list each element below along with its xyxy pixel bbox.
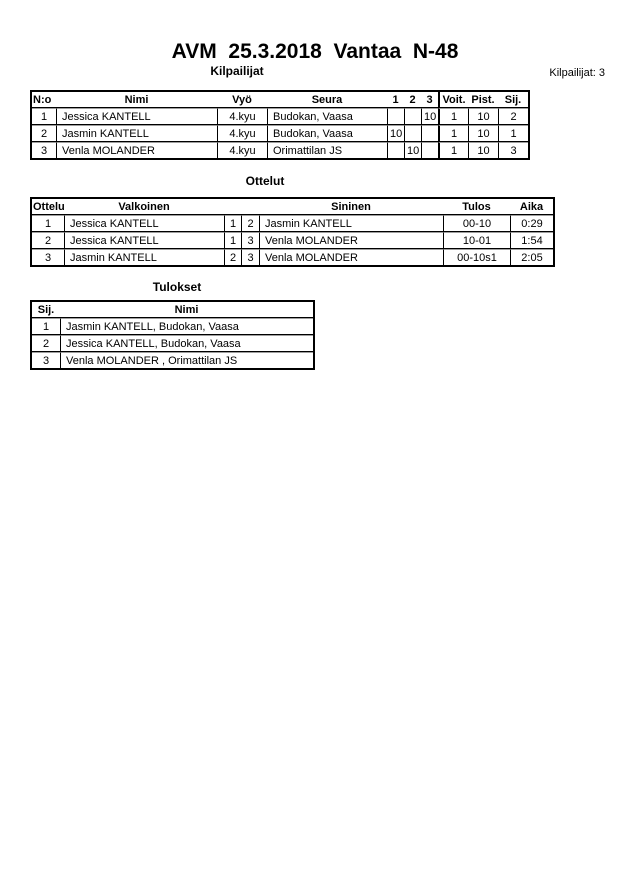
cell-points: 10: [468, 142, 498, 158]
result-row: [32, 335, 313, 352]
cell-result: 00-10s1: [443, 249, 510, 265]
cell-club: Budokan, Vaasa: [267, 108, 387, 125]
cell-result: 00-10: [443, 215, 510, 232]
cell-round3: 10: [421, 108, 438, 125]
cell-round1: 10: [387, 125, 404, 142]
matches-table: [30, 197, 555, 267]
results-header-row: [32, 302, 313, 318]
cell-belt: 4.kyu: [217, 142, 267, 158]
col-header-result: Tulos: [443, 199, 510, 215]
cell-round3: [421, 125, 438, 142]
match-row: [32, 249, 553, 265]
cell-place: 3: [498, 142, 528, 158]
cell-name: Jasmin KANTELL: [56, 125, 217, 142]
col-header-white: Valkoinen: [64, 199, 224, 215]
cell-round2: [404, 108, 421, 125]
col-header-no: N:o: [32, 92, 56, 108]
cell-blue-no: 3: [241, 232, 259, 249]
cell-blue-name: Venla MOLANDER: [259, 232, 443, 249]
cell-round2: 10: [404, 142, 421, 158]
cell-placing: 1: [32, 318, 60, 335]
cell-match-no: 3: [32, 249, 64, 265]
col-header-blue: Sininen: [259, 199, 443, 215]
col-header-place: Sij.: [498, 92, 528, 108]
cell-place: 1: [498, 125, 528, 142]
cell-wins: 1: [438, 142, 468, 158]
cell-match-no: 2: [32, 232, 64, 249]
cell-name: Venla MOLANDER: [56, 142, 217, 158]
col-header-blue-no: [241, 199, 259, 215]
cell-round3: [421, 142, 438, 158]
cell-name: Jessica KANTELL: [56, 108, 217, 125]
cell-blue-no: 3: [241, 249, 259, 265]
page-title: AVM 25.3.2018 Vantaa N-48: [171, 40, 459, 63]
cell-time: 1:54: [510, 232, 553, 249]
cell-result-name: Jessica KANTELL, Budokan, Vaasa: [60, 335, 313, 352]
cell-points: 10: [468, 125, 498, 142]
cell-points: 10: [468, 108, 498, 125]
cell-result-name: Jasmin KANTELL, Budokan, Vaasa: [60, 318, 313, 335]
match-row: [32, 232, 553, 249]
matches-header-row: [32, 199, 553, 215]
col-header-wins: Voit.: [438, 92, 468, 108]
cell-time: 2:05: [510, 249, 553, 265]
col-header-club: Seura: [267, 92, 387, 108]
competitors-table: [30, 90, 530, 160]
cell-placing: 3: [32, 352, 60, 368]
cell-white-no: 2: [224, 249, 241, 265]
cell-belt: 4.kyu: [217, 125, 267, 142]
section-title-ottelut: Ottelut: [245, 174, 285, 188]
cell-belt: 4.kyu: [217, 108, 267, 125]
cell-white-name: Jessica KANTELL: [64, 215, 224, 232]
col-header-round3: 3: [421, 92, 438, 108]
section-title-tulokset: Tulokset: [152, 280, 202, 294]
cell-club: Budokan, Vaasa: [267, 125, 387, 142]
cell-wins: 1: [438, 125, 468, 142]
competitor-row: [32, 125, 528, 142]
cell-white-name: Jessica KANTELL: [64, 232, 224, 249]
section-title-kilpailijat: Kilpailijat: [210, 64, 264, 78]
cell-match-no: 1: [32, 215, 64, 232]
cell-result-name: Venla MOLANDER , Orimattilan JS: [60, 352, 313, 368]
col-header-belt: Vyö: [217, 92, 267, 108]
cell-place: 2: [498, 108, 528, 125]
cell-white-no: 1: [224, 232, 241, 249]
cell-blue-name: Venla MOLANDER: [259, 249, 443, 265]
competitors-header-row: [32, 92, 528, 108]
col-header-time: Aika: [510, 199, 553, 215]
result-row: [32, 318, 313, 335]
cell-time: 0:29: [510, 215, 553, 232]
cell-blue-no: 2: [241, 215, 259, 232]
result-row: [32, 352, 313, 368]
competitor-row: [32, 142, 528, 158]
competitors-count: Kilpailijat: 3: [549, 67, 605, 79]
cell-result: 10-01: [443, 232, 510, 249]
competitor-row: [32, 108, 528, 125]
col-header-points: Pist.: [468, 92, 498, 108]
col-header-result-name: Nimi: [60, 302, 313, 318]
col-header-name: Nimi: [56, 92, 217, 108]
cell-white-no: 1: [224, 215, 241, 232]
match-row: [32, 215, 553, 232]
cell-wins: 1: [438, 108, 468, 125]
cell-round1: [387, 142, 404, 158]
cell-white-name: Jasmin KANTELL: [64, 249, 224, 265]
results-table: [30, 300, 315, 370]
cell-no: 2: [32, 125, 56, 142]
cell-round2: [404, 125, 421, 142]
cell-blue-name: Jasmin KANTELL: [259, 215, 443, 232]
cell-no: 3: [32, 142, 56, 158]
col-header-round1: 1: [387, 92, 404, 108]
cell-round1: [387, 108, 404, 125]
col-header-match: Ottelu: [32, 199, 64, 215]
cell-club: Orimattilan JS: [267, 142, 387, 158]
col-header-white-no: [224, 199, 241, 215]
col-header-round2: 2: [404, 92, 421, 108]
cell-no: 1: [32, 108, 56, 125]
col-header-placing: Sij.: [32, 302, 60, 318]
cell-placing: 2: [32, 335, 60, 352]
